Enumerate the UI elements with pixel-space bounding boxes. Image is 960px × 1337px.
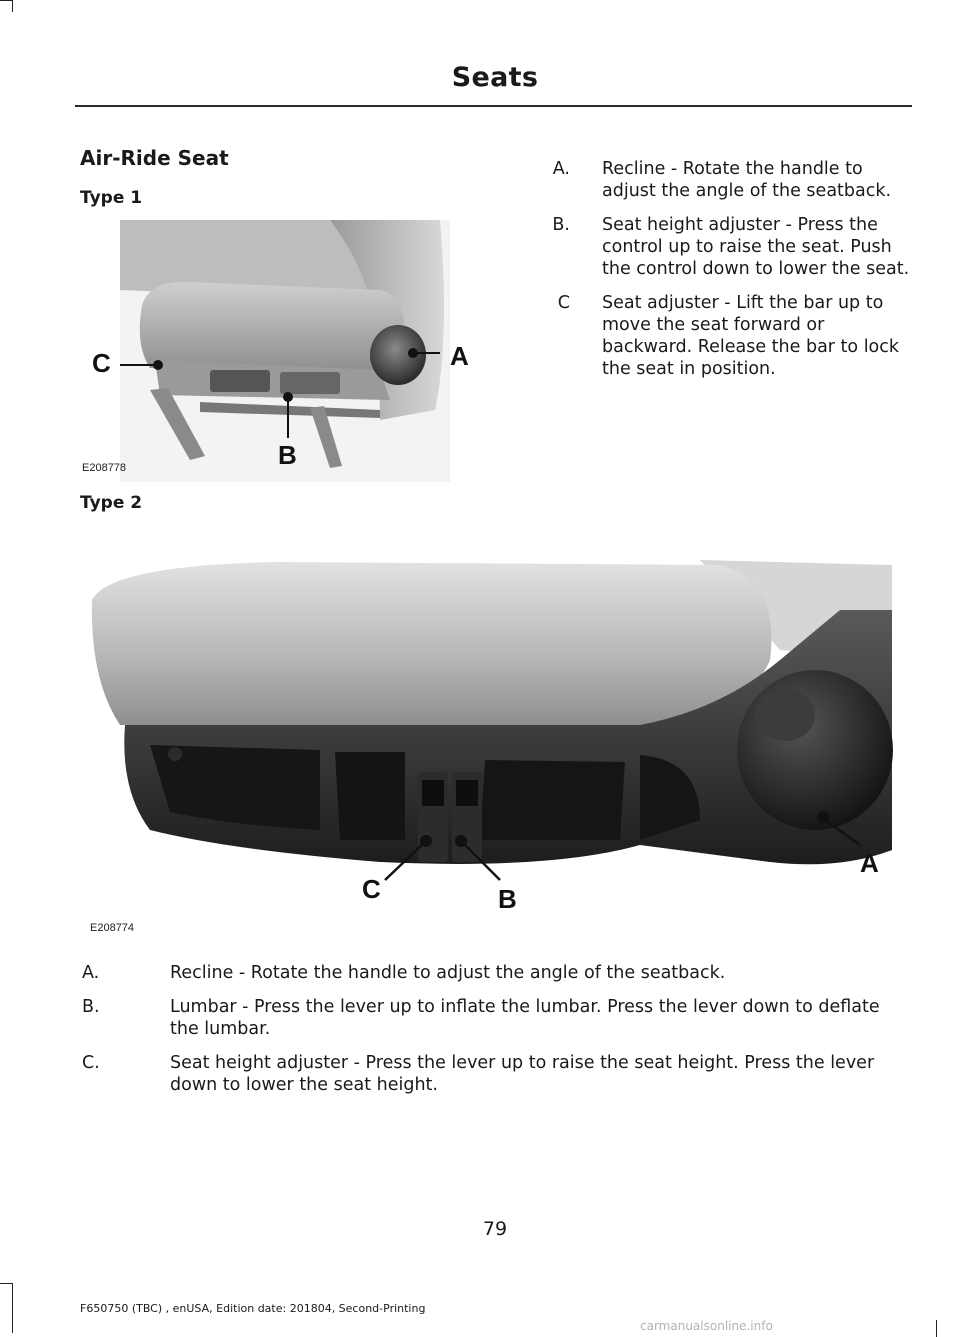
watermark: carmanualsonline.info bbox=[640, 1319, 773, 1333]
header-rule bbox=[75, 105, 912, 107]
item-key: B. bbox=[82, 997, 100, 1017]
type2-callout-a: A bbox=[860, 848, 879, 878]
type2-figure-id: E208774 bbox=[90, 922, 135, 934]
list-item bbox=[82, 962, 912, 984]
item-key: A. bbox=[82, 963, 100, 983]
type2-label: Type 2 bbox=[80, 493, 143, 513]
item-key: C bbox=[557, 293, 570, 313]
type2-callout-c: C bbox=[362, 874, 381, 904]
seat-illustration-type2 bbox=[80, 540, 910, 940]
type1-callout-c: C bbox=[92, 348, 111, 378]
item-text: Seat height adjuster - Press the control up to raise the seat. Push the control down to lower the seat. bbox=[602, 215, 910, 279]
item-key: A. bbox=[552, 159, 570, 179]
list-item bbox=[530, 158, 910, 202]
item-text: Seat adjuster - Lift the bar up to move the seat forward or backward. Release the bar to lock the seat in position. bbox=[602, 293, 900, 379]
footer-text: F650750 (TBC) , enUSA, Edition date: 201804, Second-Printing bbox=[80, 1302, 426, 1315]
type1-seat-figure bbox=[80, 220, 480, 482]
type1-figure-id: E208778 bbox=[82, 462, 127, 474]
list-item bbox=[82, 1052, 912, 1096]
item-text: Lumbar - Press the lever up to inflate the lumbar. Press the lever down to deflate the lumbar. bbox=[170, 997, 880, 1039]
list-item bbox=[530, 292, 910, 380]
item-text: Seat height adjuster - Press the lever up to raise the seat height. Press the lever down to lower the seat height. bbox=[170, 1053, 875, 1095]
item-text: Recline - Rotate the handle to adjust the angle of the seatback. bbox=[602, 159, 892, 201]
type1-label: Type 1 bbox=[80, 188, 143, 208]
type2-legend-list bbox=[82, 962, 912, 1108]
crop-mark bbox=[12, 0, 13, 12]
type1-callout-a: A bbox=[450, 341, 469, 371]
crop-mark bbox=[936, 1320, 937, 1337]
item-text: Recline - Rotate the handle to adjust the angle of the seatback. bbox=[170, 963, 726, 983]
page-header-title: Seats bbox=[451, 62, 539, 93]
seat-illustration-type1 bbox=[80, 220, 480, 482]
type1-legend-list bbox=[530, 158, 910, 392]
type2-seat-figure bbox=[80, 540, 910, 940]
type1-callout-b: B bbox=[278, 440, 297, 470]
page-number: 79 bbox=[482, 1218, 508, 1240]
section-title: Air-Ride Seat bbox=[80, 146, 229, 170]
item-key: B. bbox=[552, 215, 570, 235]
list-item bbox=[82, 996, 912, 1040]
type2-callout-b: B bbox=[498, 884, 517, 914]
item-key: C. bbox=[82, 1053, 100, 1073]
crop-mark bbox=[12, 1283, 13, 1333]
crop-mark bbox=[0, 0, 12, 1]
crop-mark bbox=[0, 1283, 12, 1284]
list-item bbox=[530, 214, 910, 280]
